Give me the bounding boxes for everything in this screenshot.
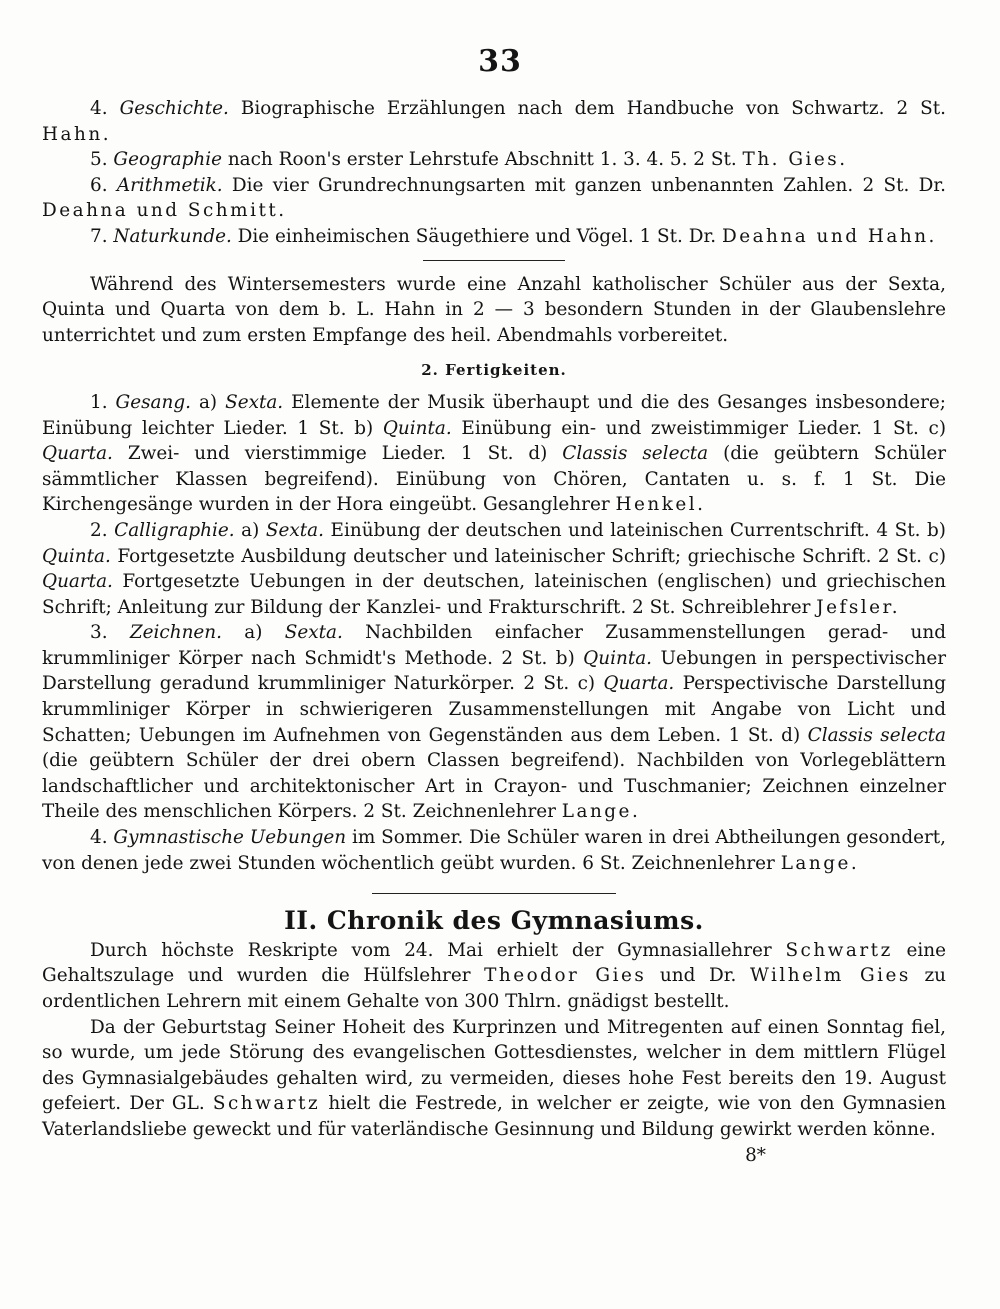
teacher: Deahna und Hahn. <box>721 225 937 247</box>
person-name: Schwartz <box>785 939 893 961</box>
person-name: Theodor Gies <box>484 965 647 987</box>
skill-calligraphie: 2. Calligraphie. a) Sexta. Einübung der deutschen und lateinischen Currentschrift. 4 St. b) Quinta. Fortgesetzte Ausbildung deutscher und lateinischer Schrift; griechische Schrift. 2 St. c) Quarta. Fortgesetzte Uebungen in der deutschen, lateinischen (englischen) und griechischen Schrift; Anleitung zur Bildung der Kanzlei- und Frakturschrift. 2 St. Schreiblehrer Jefsler. <box>42 519 946 618</box>
subject: Gymnastische Uebungen <box>113 827 347 849</box>
subject: Naturkunde. <box>113 225 232 247</box>
chronik-paragraph-1: Durch höchste Reskripte vom 24. Mai erhielt der Gymnasiallehrer Schwartz eine Gehaltszulage und wurden die Hülfslehrer Theodor Gies und Dr. Wilhelm Gies zu ordentlichen Lehrern mit einem Gehalte von 300 Thlrn. gnädigst bestellt. <box>42 939 947 1012</box>
teacher: Lange. <box>780 852 860 874</box>
winter-note: Während des Wintersemesters wurde eine Anzahl katholischer Schüler aus der Sexta, Quinta und Quarta von dem b. L. Hahn in 2 — 3 besondern Stunden in der Glaubenslehre unterrichtet und zum ersten Empfange des heil. Abendmahls vorbereitet. <box>42 273 946 346</box>
teacher: Lange. <box>561 801 641 823</box>
person-name: Wilhelm Gies <box>749 965 911 987</box>
page-number: 33 <box>478 44 522 79</box>
skills-heading: 2. Fertigkeiten. <box>421 361 567 380</box>
teacher: Th. Gies. <box>742 149 848 171</box>
section-divider <box>372 893 616 894</box>
subject: Arithmetik. <box>116 174 223 196</box>
subject: Calligraphie. <box>114 519 235 541</box>
signature-mark: 8* <box>745 1144 766 1166</box>
subject: Zeichnen. <box>129 622 222 644</box>
subject: Geschichte. <box>119 98 229 119</box>
page-content <box>42 96 946 1168</box>
skill-zeichnen: 3. Zeichnen. a) Sexta. Nachbilden einfacher Zusammenstellungen gerad- und krummliniger Körper nach Schmidt's Methode. 2 St. b) Quinta. Uebungen in perspectivischer Darstellung geradund krummliniger Naturkörper. 2 St. c) Quarta. Perspectivische Darstellung krummliniger Körper in schwierigeren Zusammenstellungen mit Angabe von Licht und Schatten; Uebungen im Aufnehmen von Gegenständen aus dem Leben. 1 St. d) Classis selecta (die geübtern Schüler der drei obern Classen begreifend). Nachbilden von Vorlegeblättern landschaftlicher und architektonischer Art in Crayon- und Tuschmanier; Zeichnen einzelner Theile des menschlichen Körpers. 2 St. Zeichnenlehrer Lange. <box>42 622 947 823</box>
chronik-heading: II. Chronik des Gymnasiums. <box>284 906 704 936</box>
chronik-paragraph-2: Da der Geburtstag Seiner Hoheit des Kurprinzen und Mitregenten auf einen Sonntag fiel, so wurde, um jede Störung des evangelischen Gottesdienstes, welcher in dem mittlern Flügel des Gymnasialgebäudes gehalten wird, zu vermeiden, dieses hohe Fest bereits den 19. August gefeiert. Der GL. Schwartz hielt die Festrede, in welcher er zeigte, wie von den Gymnasien Vaterlandsliebe geweckt und für vaterländische Gesinnung und Bildung gewirkt werden könne. <box>42 1016 946 1140</box>
skill-gesang: 1. Gesang. a) Sexta. Elemente der Musik überhaupt und die des Gesanges insbesondere; Einübung leichter Lieder. 1 St. b) Quinta. Einübung ein- und zweistimmiger Lieder. 1 St. c) Quarta. Zwei- und vierstimmige Lieder. 1 St. d) Classis selecta (die geübtern Schüler sämmtlicher Klassen begreifend). Einübung von Chören, Cantaten u. s. f. 1 St. Die Kirchengesänge wurden in der Hora eingeübt. Gesanglehrer Henkel. <box>42 391 947 516</box>
teacher: Henkel. <box>615 494 706 516</box>
person-name: Schwartz <box>212 1093 321 1115</box>
teacher: Deahna und Schmitt. <box>42 200 287 222</box>
lesson-geschichte: 4. Geschichte. Biographische Erzählungen nach dem Handbuche von Schwartz. 2 St. Hahn. <box>42 98 946 145</box>
teacher: Hahn. <box>42 123 112 145</box>
divider <box>423 260 565 261</box>
lesson-geographie: 5. Geographie nach Roon's erster Lehrstufe Abschnitt 1. 3. 4. 5. 2 St. Th. Gies. <box>90 149 848 171</box>
subject: Geographie <box>113 149 222 171</box>
teacher: Jefsler. <box>816 596 901 618</box>
subject: Gesang. <box>115 391 191 413</box>
lesson-naturkunde: 7. Naturkunde. Die einheimischen Säugethiere und Vögel. 1 St. Dr. Deahna und Hahn. <box>90 225 937 247</box>
lesson-arithmetik: 6. Arithmetik. Die vier Grundrechnungsarten mit ganzen unbenannten Zahlen. 2 St. Dr. Deahna und Schmitt. <box>42 174 946 222</box>
skill-gymnastik: 4. Gymnastische Uebungen im Sommer. Die Schüler waren in drei Abtheilungen gesondert, von denen jede zwei Stunden wöchentlich geübt wurden. 6 St. Zeichnenlehrer Lange. <box>42 827 947 874</box>
